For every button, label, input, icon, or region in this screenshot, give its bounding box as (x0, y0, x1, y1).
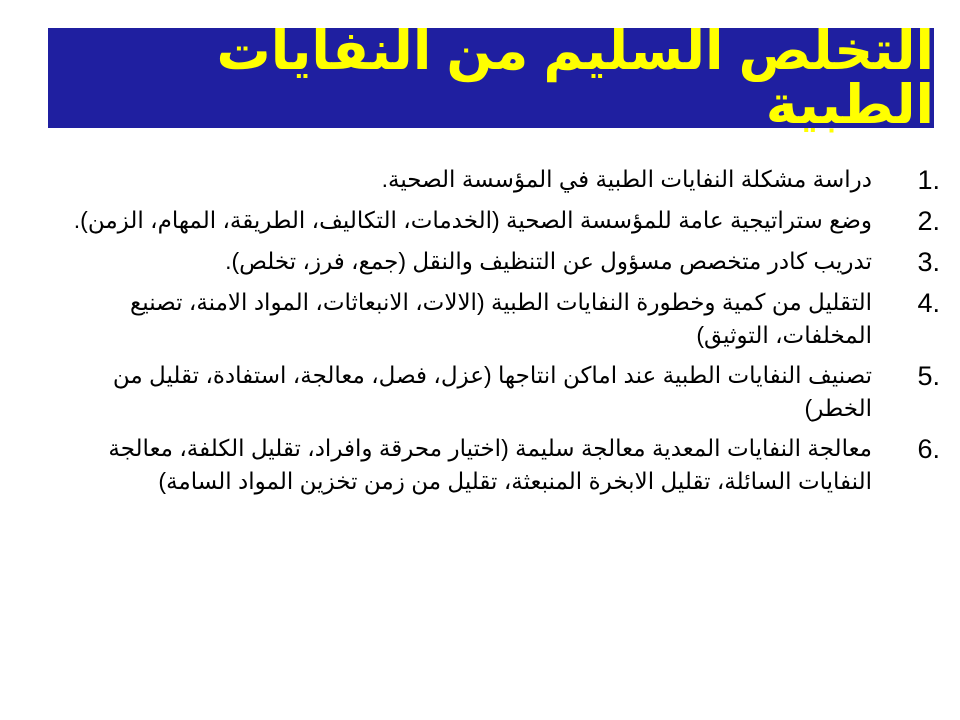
item-number: 6. (917, 434, 940, 464)
item-text: التقليل من كمية وخطورة النفايات الطبية (الالات، الانبعاثات، المواد الامنة، تصنيع المخلفات، التوثيق) (130, 289, 872, 348)
list-item (60, 286, 940, 352)
slide-title: التخلص السليم من النفايات الطبية (216, 21, 934, 135)
item-number: 3. (917, 247, 940, 277)
item-number: 4. (917, 288, 940, 318)
item-text: دراسة مشكلة النفايات الطبية في المؤسسة الصحية. (381, 166, 872, 192)
item-text: معالجة النفايات المعدية معالجة سليمة (اختيار محرقة وافراد، تقليل الكلفة، معالجة النفايات السائلة، تقليل الابخرة المنبعثة، تقليل من زمن تخزين المواد السامة) (108, 435, 872, 494)
list-item (60, 204, 940, 238)
title-banner (48, 21, 934, 135)
item-text: تصنيف النفايات الطبية عند اماكن انتاجها (عزل، فصل، معالجة، استفادة، تقليل من الخطر) (112, 362, 872, 421)
item-text: وضع ستراتيجية عامة للمؤسسة الصحية (الخدمات، التكاليف، الطريقة، المهام، الزمن). (73, 207, 872, 233)
item-number: 2. (917, 206, 940, 236)
numbered-list (60, 163, 940, 505)
list-item (60, 432, 940, 498)
list-item (60, 245, 940, 279)
item-number: 5. (917, 361, 940, 391)
item-text: تدريب كادر متخصص مسؤول عن التنظيف والنقل (جمع، فرز، تخلص). (225, 248, 872, 274)
list-item (60, 163, 940, 197)
list-item (60, 359, 940, 425)
item-number: 1. (917, 165, 940, 195)
